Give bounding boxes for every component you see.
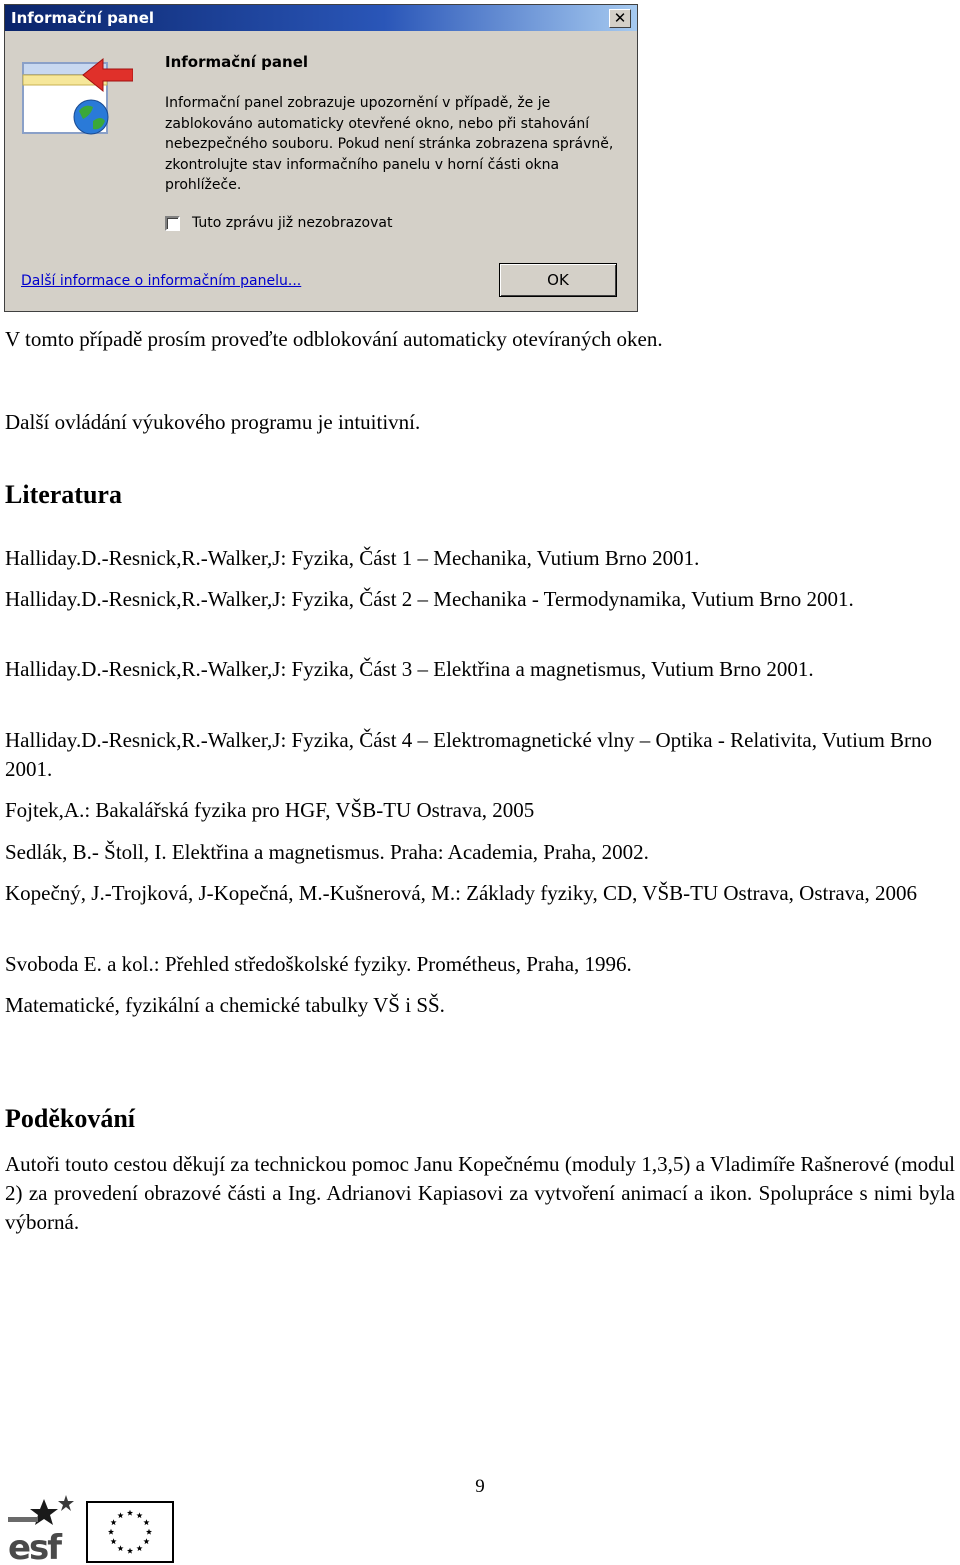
svg-text:esf: esf xyxy=(8,1528,61,1563)
eu-flag-logo xyxy=(86,1501,174,1563)
literature-item: Sedlák, B.- Štoll, I. Elektřina a magnetismus. Praha: Academia, Praha, 2002. xyxy=(5,840,649,864)
literature-item: Halliday.D.-Resnick,R.-Walker,J: Fyzika, Část 1 – Mechanika, Vutium Brno 2001. xyxy=(5,546,700,570)
literature-item: Matematické, fyzikální a chemické tabulky VŠ i SŠ. xyxy=(5,993,445,1017)
dont-show-again-checkbox[interactable] xyxy=(165,216,180,231)
information-bar-icon xyxy=(21,55,133,137)
esf-logo xyxy=(6,1495,84,1563)
literature-item: Halliday.D.-Resnick,R.-Walker,J: Fyzika, Část 2 – Mechanika - Termodynamika, Vutium Brno 2001. xyxy=(5,587,854,611)
literature-item: Halliday.D.-Resnick,R.-Walker,J: Fyzika, Část 4 – Elektromagnetické vlny – Optika - Relativita, Vutium Brno 2001. xyxy=(5,728,933,781)
ok-button[interactable]: OK xyxy=(499,263,617,297)
intro-paragraph-1: V tomto případě prosím proveďte odblokování automaticky otevíraných oken. xyxy=(5,327,663,351)
close-button[interactable] xyxy=(609,9,631,28)
dont-show-again-label: Tuto zprávu již nezobrazovat xyxy=(192,215,393,231)
acknowledgement-heading: Poděkování xyxy=(5,1104,136,1133)
more-info-link[interactable]: Další informace o informačním panelu... xyxy=(21,273,302,289)
dont-show-again-option[interactable] xyxy=(165,215,392,231)
acknowledgement-text: Autoři touto cestou děkují za technickou pomoc Janu Kopečnému (moduly 1,3,5) a Vladimíře Rašnerové (modul 2) za provedení obrazové části a Ing. Adrianovi Kapiasovi za vytvoření animací a ikon. Spolupráce s nimi byla výborná. xyxy=(5,1152,955,1234)
dialog-title: Informační panel xyxy=(11,9,155,27)
intro-paragraph-2: Další ovládání výukového programu je intuitivní. xyxy=(5,410,421,434)
literature-item: Halliday.D.-Resnick,R.-Walker,J: Fyzika, Část 3 – Elektřina a magnetismus, Vutium Brno 2001. xyxy=(5,657,814,681)
close-icon: ✕ xyxy=(613,8,627,27)
literature-item: Fojtek,A.: Bakalářská fyzika pro HGF, VŠB-TU Ostrava, 2005 xyxy=(5,798,535,822)
dialog-heading: Informační panel xyxy=(165,53,309,71)
dialog-titlebar[interactable] xyxy=(5,5,637,31)
dialog-body-text: Informační panel zobrazuje upozornění v případě, že je zablokováno automaticky otevřené okno, nebo při stahování nebezpečného souboru. Pokud není stránka zobrazena správně, zkontrolujte stav informačního panelu v horní části okna prohlížeče. xyxy=(165,95,614,193)
literature-item: Kopečný, J.-Trojková, J-Kopečná, M.-Kušnerová, M.: Základy fyziky, CD, VŠB-TU Ostrava, Ostrava, 2006 xyxy=(5,881,917,905)
information-bar-dialog xyxy=(4,4,638,312)
page-number: 9 xyxy=(475,1476,485,1497)
literature-heading: Literatura xyxy=(5,480,122,509)
literature-item: Svoboda E. a kol.: Přehled středoškolské fyziky. Prométheus, Praha, 1996. xyxy=(5,952,632,976)
